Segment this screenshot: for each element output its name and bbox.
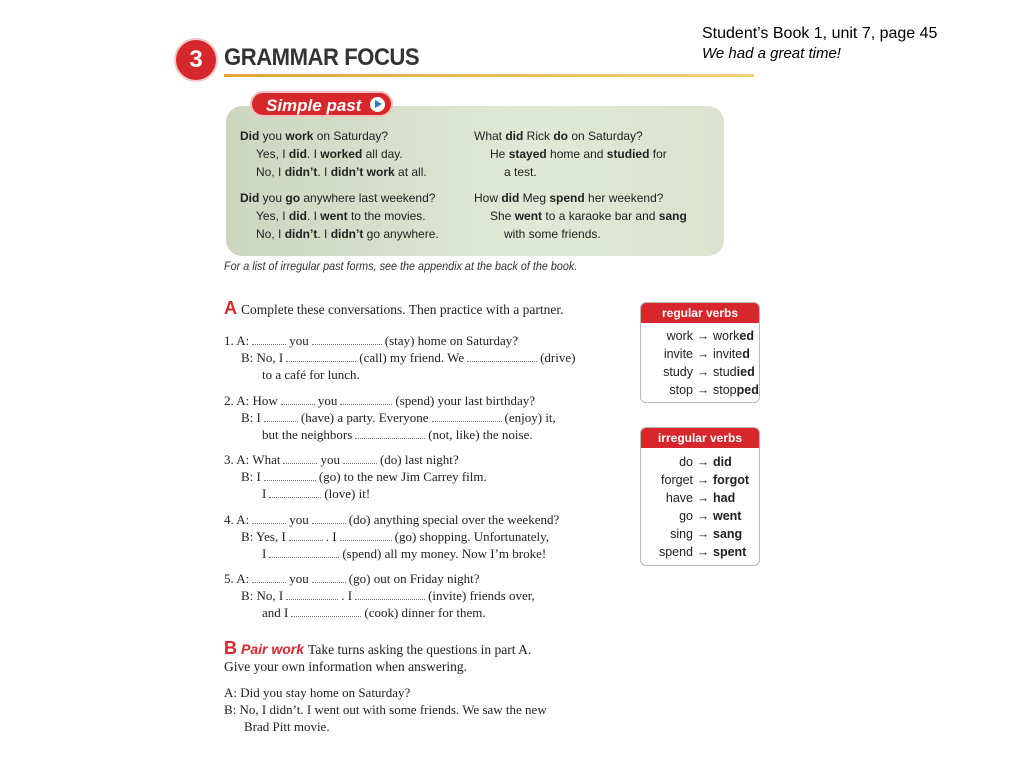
- answer-blank[interactable]: [252, 514, 286, 524]
- verb-row: invite → invited: [663, 347, 750, 361]
- answer-blank[interactable]: [289, 531, 323, 541]
- arrow-right-icon: →: [696, 347, 710, 361]
- answer-blank[interactable]: [355, 590, 425, 600]
- verb-row: spend → spent: [658, 545, 747, 559]
- grammar-column-left: [240, 127, 439, 243]
- header-underline: [224, 74, 754, 77]
- answer-blank[interactable]: [340, 531, 392, 541]
- exercise-2: 2. A: How you (spend) your last birthday? B: I (have) a party. Everyone (enjoy) it, but the neighbors (not, like) the noise.: [224, 393, 556, 442]
- verb-row: go → went: [679, 509, 742, 523]
- answer-blank[interactable]: [312, 335, 382, 345]
- answer-blank[interactable]: [355, 429, 425, 439]
- grammar-line: with some friends.: [504, 227, 601, 241]
- exercise-4: 4. A: you (do) anything special over the weekend? B: Yes, I . I (go) shopping. Unfortunately, I (spend) all my money. Now I’m broke!: [224, 512, 560, 561]
- section-b-instruction: B Pair work Take turns asking the questions in part A. Give your own information when answering.: [224, 638, 532, 674]
- section-title: GRAMMAR FOCUS: [224, 44, 420, 71]
- arrow-right-icon: →: [696, 329, 710, 343]
- answer-blank[interactable]: [252, 335, 286, 345]
- answer-blank[interactable]: [281, 395, 315, 405]
- grammar-line: Yes, I did. I worked all day.: [256, 147, 403, 161]
- answer-blank[interactable]: [264, 471, 316, 481]
- section-a-letter: A: [224, 298, 237, 318]
- section-b-example: [224, 684, 547, 735]
- grammar-column-right: [474, 127, 687, 243]
- section-b-letter: B: [224, 638, 237, 658]
- section-a-instruction: [224, 298, 564, 319]
- answer-blank[interactable]: [286, 352, 356, 362]
- simple-past-label[interactable]: [250, 91, 393, 117]
- grammar-line: Yes, I did. I went to the movies.: [256, 209, 426, 223]
- regular-verbs-title: regular verbs: [641, 303, 759, 323]
- grammar-line: Did you work on Saturday?: [240, 129, 389, 143]
- exercise-3: 3. A: What you (do) last night? B: I (go) to the new Jim Carrey film. I (love) it!: [224, 452, 487, 501]
- verb-row: work → worked: [666, 329, 754, 343]
- grammar-line: What did Rick do on Saturday?: [474, 129, 643, 143]
- arrow-right-icon: →: [696, 383, 710, 397]
- arrow-right-icon: →: [696, 491, 710, 505]
- play-audio-icon[interactable]: [370, 97, 385, 112]
- section-a-text: Complete these conversations. Then practice with a partner.: [241, 302, 564, 317]
- grammar-line: No, I didn’t. I didn’t work at all.: [256, 165, 427, 179]
- answer-blank[interactable]: [291, 607, 361, 617]
- section-header: [176, 40, 756, 82]
- example-line: B: No, I didn’t. I went out with some friends. We saw the new: [224, 702, 547, 717]
- verb-row: forget → forgot: [661, 473, 750, 487]
- answer-blank[interactable]: [340, 395, 392, 405]
- answer-blank[interactable]: [269, 488, 321, 498]
- arrow-right-icon: →: [696, 455, 710, 469]
- verb-row: study → studied: [663, 365, 755, 379]
- grammar-line: No, I didn’t. I didn’t go anywhere.: [256, 227, 439, 241]
- example-line: Brad Pitt movie.: [244, 719, 330, 734]
- example-line: A: Did you stay home on Saturday?: [224, 685, 411, 700]
- appendix-note: For a list of irregular past forms, see the appendix at the back of the book.: [224, 261, 578, 273]
- arrow-right-icon: →: [696, 527, 710, 541]
- section-number-badge: 3: [176, 40, 216, 80]
- regular-verbs-box: [640, 302, 760, 403]
- grammar-line: How did Meg spend her weekend?: [474, 191, 664, 205]
- answer-blank[interactable]: [343, 454, 377, 464]
- arrow-right-icon: →: [696, 473, 710, 487]
- answer-blank[interactable]: [467, 352, 537, 362]
- grammar-line: Did you go anywhere last weekend?: [240, 191, 436, 205]
- verb-row: stop → stopped: [669, 383, 759, 397]
- reference-line: Student’s Book 1, unit 7, page 45: [702, 25, 938, 42]
- grammar-line: a test.: [504, 165, 537, 179]
- answer-blank[interactable]: [283, 454, 317, 464]
- verb-row: do → did: [679, 455, 732, 469]
- arrow-right-icon: →: [696, 365, 710, 379]
- verb-row: sing → sang: [670, 527, 743, 541]
- section-b-text: Give your own information when answering.: [224, 659, 467, 674]
- answer-blank[interactable]: [432, 412, 502, 422]
- exercise-5: 5. A: you (go) out on Friday night? B: No, I . I (invite) friends over, and I (cook) dinner for them.: [224, 571, 535, 620]
- grammar-line: She went to a karaoke bar and sang: [490, 209, 687, 223]
- pair-work-label: Pair work: [241, 641, 305, 657]
- irregular-verbs-box: [640, 427, 760, 566]
- grammar-line: He stayed home and studied for: [490, 147, 667, 161]
- answer-blank[interactable]: [252, 573, 286, 583]
- arrow-right-icon: →: [696, 509, 710, 523]
- arrow-right-icon: →: [696, 545, 710, 559]
- verb-row: have → had: [665, 491, 736, 505]
- exercise-1: 1. A: you (stay) home on Saturday? B: No, I (call) my friend. We (drive) to a café for lunch.: [224, 333, 576, 382]
- answer-blank[interactable]: [312, 514, 346, 524]
- irregular-verbs-title: irregular verbs: [641, 428, 759, 448]
- answer-blank[interactable]: [264, 412, 298, 422]
- answer-blank[interactable]: [312, 573, 346, 583]
- answer-blank[interactable]: [269, 548, 339, 558]
- simple-past-text: Simple past: [266, 96, 362, 115]
- answer-blank[interactable]: [286, 590, 338, 600]
- reference-subtitle: We had a great time!: [702, 45, 841, 62]
